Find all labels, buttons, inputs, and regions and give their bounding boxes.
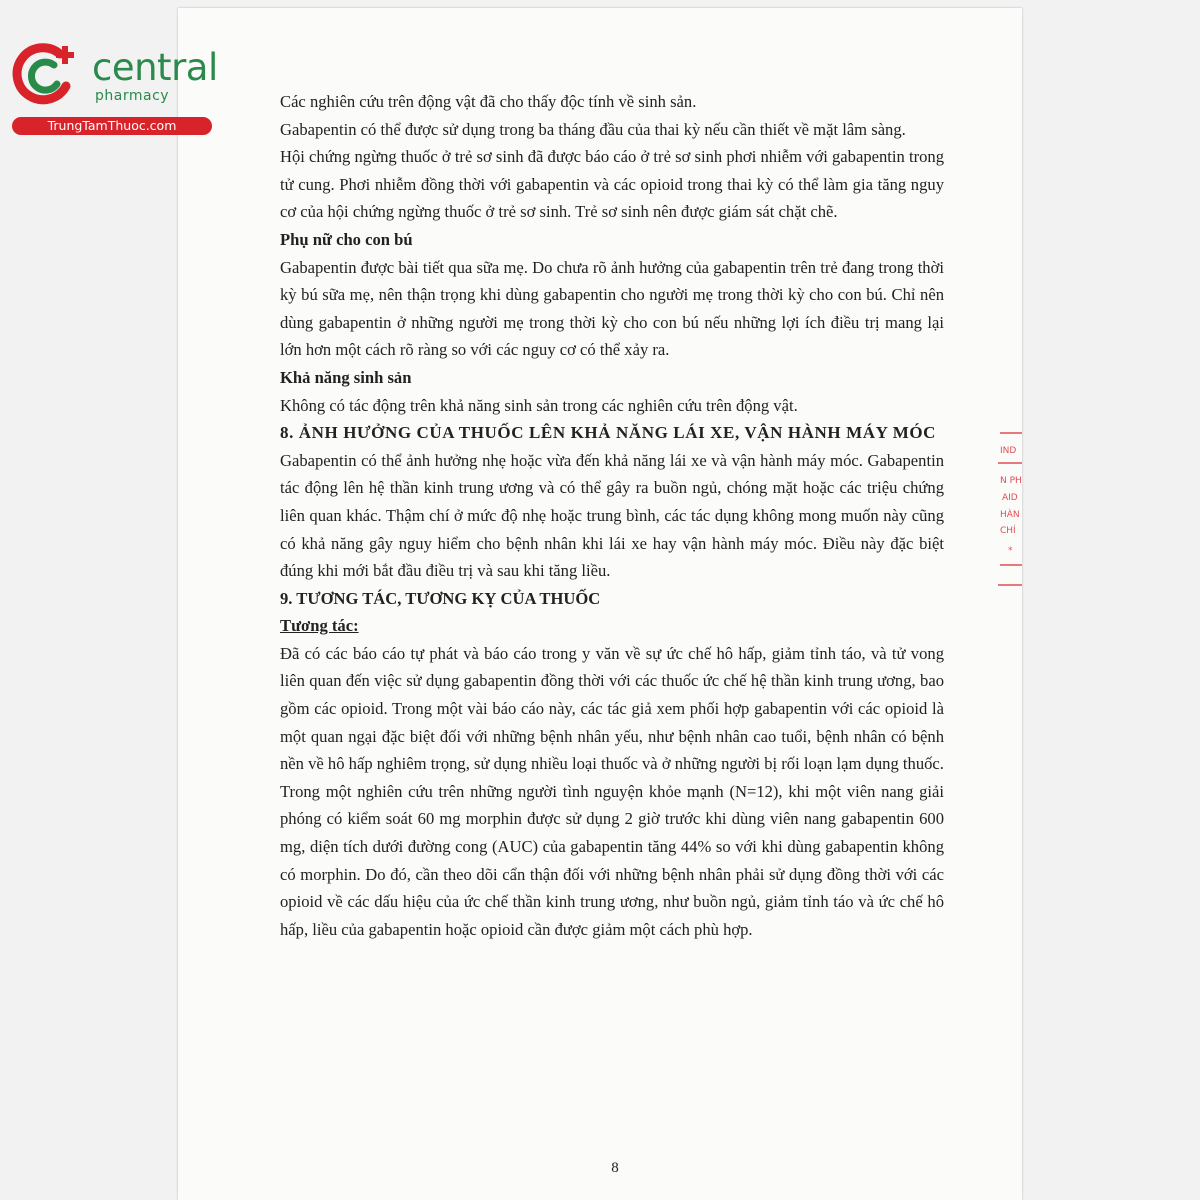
brand-subtitle: pharmacy: [95, 88, 170, 104]
paragraph: Đã có các báo cáo tự phát và báo cáo trong y văn về sự ức chế hô hấp, giảm tỉnh táo, và tử vong liên quan đến việc sử dụng gabapentin đồng thời với các thuốc ức chế hệ thần kinh trung ương, bao gồm các opioid. Trong một vài báo cáo này, các tác giả xem phối hợp gabapentin với các opioid là một quan ngại đặc biệt đối với những bệnh nhân yếu, như bệnh nhân cao tuổi, bệnh nhân có bệnh nền về hô hấp nghiêm trọng, sử dụng nhiều loại thuốc và ở những người bị rối loạn lạm dụng thuốc.: [280, 643, 944, 774]
paragraph: Gabapentin có thể ảnh hưởng nhẹ hoặc vừa đến khả năng lái xe và vận hành máy móc. Gabapentin tác động lên hệ thần kinh trung ương và có thể gây ra buồn ngủ, chóng mặt hoặc các triệu chứng liên quan khác. Thậm chí ở mức độ nhẹ hoặc trung bình, các tác dụng không mong muốn này cũng có khả năng gây nguy hiểm cho bệnh nhân khi lái xe hay vận hành máy móc. Điều này đặc biệt đúng khi mới bắt đầu điều trị và sau khi tăng liều.: [280, 450, 944, 581]
pharmacy-logo-icon: [10, 40, 80, 110]
subheading-breastfeeding: Phụ nữ cho con bú: [280, 229, 413, 249]
stamp-text: HÀN: [1000, 510, 1020, 520]
brand-name: central: [92, 46, 218, 89]
brand-logo[interactable]: [8, 38, 218, 138]
stamp-text: N PH: [1000, 476, 1022, 486]
page-number: 8: [611, 1160, 619, 1176]
paragraph: Không có tác động trên khả năng sinh sản trong các nghiên cứu trên động vật.: [280, 395, 798, 415]
paragraph: Trong một nghiên cứu trên những người tình nguyện khỏe mạnh (N=12), khi một viên nang giải phóng có kiểm soát 60 mg morphin được sử dụng 2 giờ trước khi dùng viên nang gabapentin 600 mg, diện tích dưới đường cong (AUC) của gabapentin tăng 44% so với khi dùng gabapentin không có morphin. Do đó, cần theo dõi cẩn thận đối với những bệnh nhân phải sử dụng đồng thời với các opioid về các dấu hiệu của ức chế thần kinh trung ương, như buồn ngủ, giảm tỉnh táo và ức chế hô hấp, liều của gabapentin hoặc opioid cần được giảm một cách phù hợp.: [280, 781, 944, 939]
document-body: [280, 88, 944, 943]
stamp-text: AID: [1002, 493, 1018, 503]
stamp-text: *: [1008, 546, 1013, 556]
subheading-interactions: Tương tác:: [280, 616, 359, 636]
paragraph: Hội chứng ngừng thuốc ở trẻ sơ sinh đã được báo cáo ở trẻ sơ sinh phơi nhiễm với gabapentin trong tử cung. Phơi nhiễm đồng thời với gabapentin và các opioid trong thai kỳ có thể làm gia tăng nguy cơ của hội chứng ngừng thuốc ở trẻ sơ sinh. Trẻ sơ sinh nên được giám sát chặt chẽ.: [280, 147, 944, 222]
brand-url[interactable]: TrungTamThuoc.com: [12, 117, 212, 135]
paragraph: Các nghiên cứu trên động vật đã cho thấy độc tính về sinh sản.: [280, 92, 697, 111]
approval-stamp-icon: [994, 425, 1022, 590]
stamp-text: CHÍ: [1000, 526, 1016, 536]
stamp-text: IND: [1000, 446, 1017, 456]
subheading-fertility: Khả năng sinh sản: [280, 367, 412, 387]
paragraph: Gabapentin có thể được sử dụng trong ba tháng đầu của thai kỳ nếu cần thiết về mặt lâm sàng.: [280, 119, 906, 139]
section-heading-8: 8. ẢNH HƯỞNG CỦA THUỐC LÊN KHẢ NĂNG LÁI XE, VẬN HÀNH MÁY MÓC: [280, 423, 937, 443]
paragraph: Gabapentin được bài tiết qua sữa mẹ. Do chưa rõ ảnh hưởng của gabapentin trên trẻ đang trong thời kỳ bú sữa mẹ, nên thận trọng khi dùng gabapentin cho người mẹ trong thời kỳ cho con bú. Chỉ nên dùng gabapentin ở những người mẹ trong thời kỳ cho con bú nếu những lợi ích điều trị mang lại lớn hơn một cách rõ ràng so với các nguy cơ có thể xảy ra.: [280, 257, 944, 360]
section-heading-9: 9. TƯƠNG TÁC, TƯƠNG KỴ CỦA THUỐC: [280, 588, 601, 608]
